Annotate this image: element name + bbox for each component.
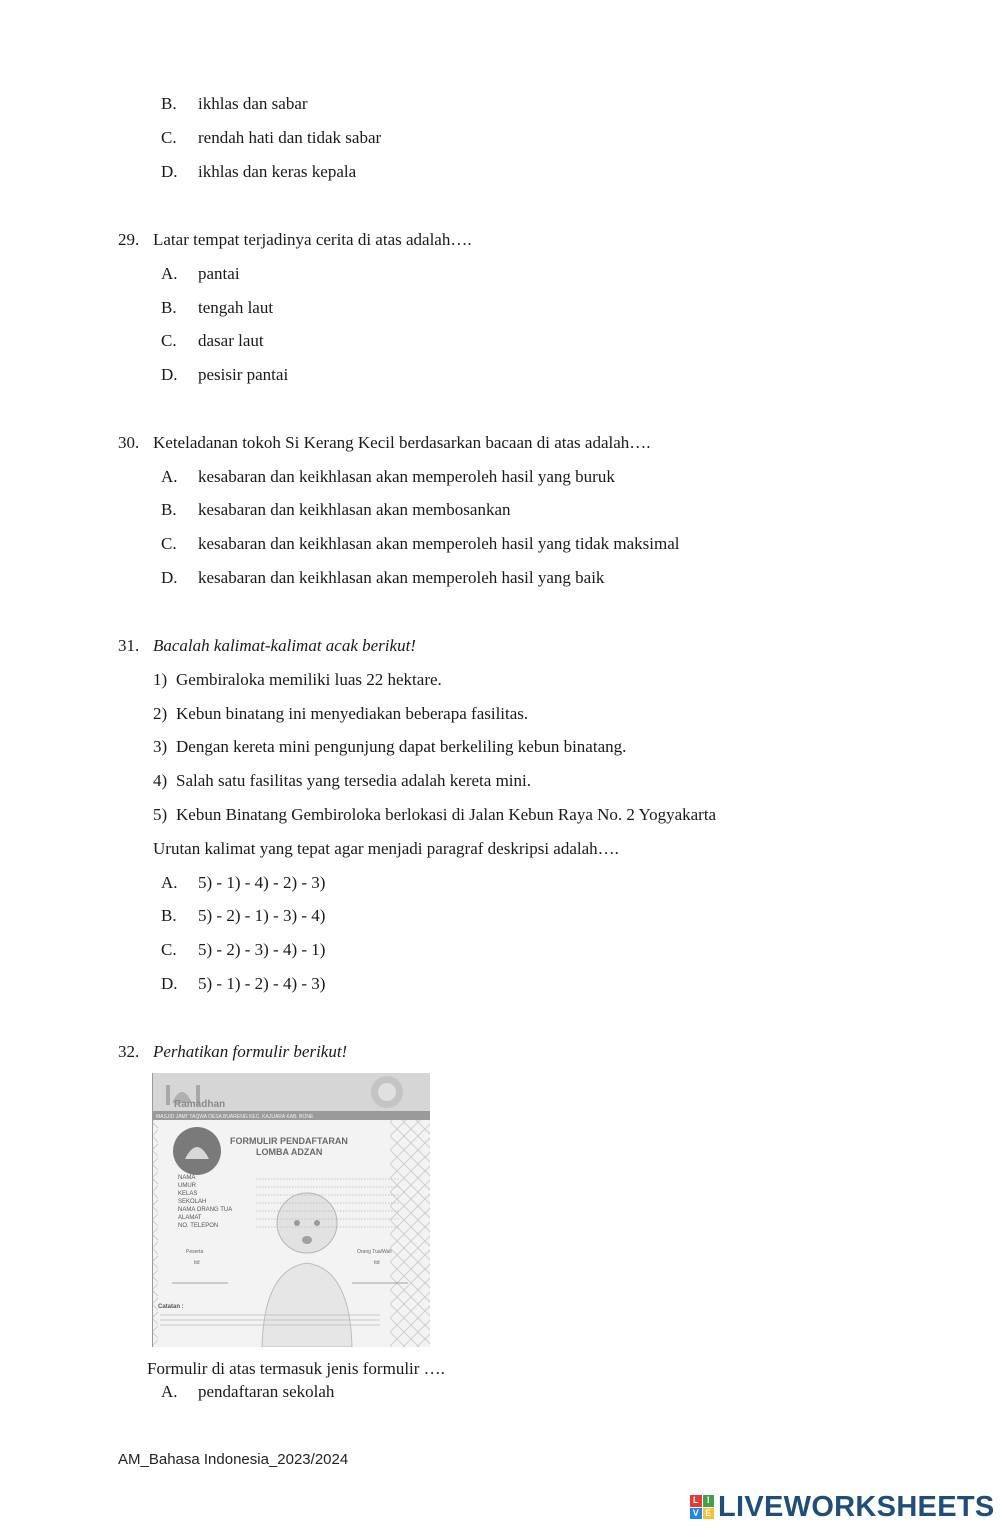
option-label: D. [161,568,178,587]
option-text: dasar laut [198,331,264,350]
q31-option-d[interactable] [161,974,325,994]
question-number: 31. [118,636,140,655]
form-banner-text: Ramadhan [174,1099,226,1110]
prompt-text: Urutan kalimat yang tepat agar menjadi paragraf deskripsi adalah…. [153,839,619,858]
option-label: C. [161,940,177,959]
logo-letter-i: I [703,1495,715,1507]
q28-option-c[interactable] [161,128,381,148]
form-field-label: SEKOLAH [178,1199,207,1205]
option-label: C. [161,331,177,350]
q31-sentence-5 [153,805,716,825]
q30-option-b[interactable] [161,500,511,520]
sentence-text: Kebun binatang ini menyediakan beberapa fasilitas. [176,704,529,723]
q28-option-d[interactable] [161,162,356,182]
q31-sentence-2 [153,704,528,724]
q32-prompt [147,1359,445,1379]
option-label: A. [161,1382,178,1401]
question-text: Bacalah kalimat-kalimat acak berikut! [153,636,416,655]
page-footer: AM_Bahasa Indonesia_2023/2024 [118,1451,349,1468]
question-number: 32. [118,1042,140,1061]
logo-letter-v: V [690,1508,702,1520]
q31-sentence-4 [153,771,531,791]
option-text: tengah laut [198,298,274,317]
sentence-number: 2) [153,704,168,723]
form-field-label: NAMA [178,1175,196,1181]
q29-option-d[interactable] [161,365,288,385]
option-text: ikhlas dan sabar [198,94,308,113]
question-number: 30. [118,433,140,452]
form-subtitle: MASJID JAMI' TAQWA DESA BUARENG KEC. KAJUARA KAB. BONE [156,1114,314,1120]
question-number: 29. [118,230,140,249]
option-text: 5) - 2) - 1) - 3) - 4) [198,906,326,925]
logo-letter-l: L [690,1495,702,1507]
q29-option-a[interactable] [161,264,240,284]
option-text: 5) - 1) - 2) - 4) - 3) [198,974,326,993]
q29-question [118,230,472,250]
form-title-line2: LOMBA ADZAN [256,1147,323,1157]
q31-sentence-3 [153,737,626,757]
q31-option-a[interactable] [161,873,325,893]
option-text: ikhlas dan keras kepala [198,162,357,181]
q30-option-a[interactable] [161,467,615,487]
form-pattern-right [390,1113,430,1347]
question-text: Perhatikan formulir berikut! [153,1042,348,1061]
sentence-text: Gembiraloka memiliki luas 22 hektare. [176,670,442,689]
child-eye-right-icon [314,1220,320,1226]
option-label: C. [161,534,177,553]
q31-question [118,636,416,656]
option-text: pendaftaran sekolah [198,1382,335,1401]
prompt-text: Formulir di atas termasuk jenis formulir …. [147,1359,445,1378]
option-label: B. [161,298,177,317]
form-notes-label: Catatan : [158,1304,184,1310]
child-eye-left-icon [294,1220,300,1226]
q30-question [118,433,651,453]
form-sign-left: Peserta [186,1249,204,1255]
logo-letter-e: E [703,1508,715,1520]
option-text: kesabaran dan keikhlasan akan memperoleh hasil yang baik [198,568,605,587]
form-field-label: UMUR [178,1183,196,1189]
option-label: A. [161,873,178,892]
child-mouth-icon [302,1236,312,1244]
sentence-text: Dengan kereta mini pengunjung dapat berkeliling kebun binatang. [176,737,627,756]
liveworksheets-logo-icon [690,1495,714,1519]
option-text: 5) - 2) - 3) - 4) - 1) [198,940,326,959]
option-text: kesabaran dan keikhlasan akan memperoleh hasil yang buruk [198,467,615,486]
question-text: Latar tempat terjadinya cerita di atas adalah…. [153,230,472,249]
liveworksheets-brand[interactable] [690,1490,995,1524]
q31-option-b[interactable] [161,906,325,926]
q29-option-c[interactable] [161,331,264,351]
q30-option-c[interactable] [161,534,680,554]
q30-option-d[interactable] [161,568,604,588]
option-text: pantai [198,264,240,283]
option-text: rendah hati dan tidak sabar [198,128,382,147]
option-text: kesabaran dan keikhlasan akan membosankan [198,500,511,519]
option-label: B. [161,906,177,925]
form-field-label: NO. TELEPON [178,1223,219,1229]
q29-option-b[interactable] [161,298,273,318]
option-label: B. [161,500,177,519]
question-text: Keteladanan tokoh Si Kerang Kecil berdasarkan bacaan di atas adalah…. [153,433,651,452]
sentence-number: 1) [153,670,168,689]
sentence-number: 3) [153,737,168,756]
option-label: D. [161,365,178,384]
sentence-text: Salah satu fasilitas yang tersedia adalah kereta mini. [176,771,531,790]
form-field-label: NAMA ORANG TUA [178,1207,233,1213]
form-sign-left-sub: ttd [194,1260,200,1266]
q31-option-c[interactable] [161,940,325,960]
minaret-left-icon [166,1085,170,1105]
form-sign-right: Orang Tua/Wali [357,1249,392,1255]
q31-sentence-1 [153,670,442,690]
q32-question [118,1042,347,1062]
form-field-label: KELAS [178,1191,198,1197]
option-label: D. [161,974,178,993]
form-sign-right-sub: ttd [374,1260,380,1266]
option-text: pesisir pantai [198,365,289,384]
q32-option-a[interactable] [161,1382,334,1402]
form-field-label: ALAMAT [178,1215,202,1221]
form-title-line1: FORMULIR PENDAFTARAN [230,1136,348,1146]
sentence-text: Kebun Binatang Gembiroloka berlokasi di Jalan Kebun Raya No. 2 Yogyakarta [176,805,717,824]
option-label: A. [161,264,178,283]
q28-option-b[interactable] [161,94,308,114]
option-label: D. [161,162,178,181]
brand-name: LIVEWORKSHEETS [718,1490,995,1523]
option-label: C. [161,128,177,147]
option-text: kesabaran dan keikhlasan akan memperoleh hasil yang tidak maksimal [198,534,680,553]
option-label: B. [161,94,177,113]
sentence-number: 4) [153,771,168,790]
sentence-number: 5) [153,805,168,824]
registration-form-image [152,1073,430,1347]
option-label: A. [161,467,178,486]
form-logo-inner-icon [378,1083,396,1101]
option-text: 5) - 1) - 4) - 2) - 3) [198,873,326,892]
q31-prompt [153,839,619,859]
